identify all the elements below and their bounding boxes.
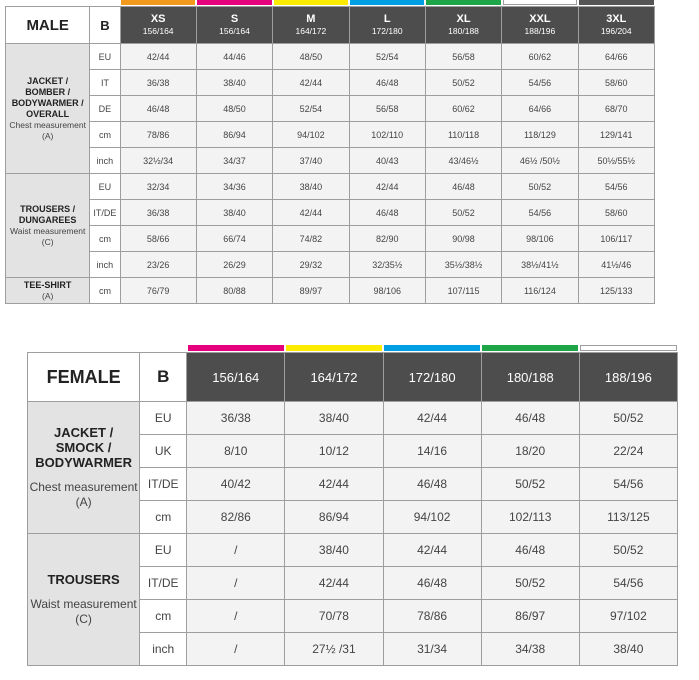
size-value: 60/62 [425, 96, 501, 122]
female-gender-label: FEMALE [28, 353, 140, 402]
size-value: 38½/41½ [502, 252, 578, 278]
garment-title: JACKET / SMOCK / BODYWARMER [35, 425, 132, 470]
unit-label: cm [90, 122, 120, 148]
size-color-bar [426, 0, 500, 5]
size-value: 116/124 [502, 278, 578, 304]
garment-title: TEE-SHIRT [23, 279, 72, 290]
size-value: 50/52 [425, 200, 501, 226]
size-value: 98/106 [502, 226, 578, 252]
size-value: 52/54 [349, 44, 425, 70]
size-value: 42/44 [285, 567, 383, 600]
garment-group-1 [6, 174, 90, 278]
size-value: 86/94 [285, 501, 383, 534]
size-label: 3XL [606, 13, 627, 25]
size-value: 48/50 [273, 44, 349, 70]
size-value: 64/66 [502, 96, 578, 122]
size-value: / [187, 633, 285, 666]
size-height-range: 180/188 [448, 26, 479, 36]
garment-group-2 [6, 278, 90, 304]
garment-group-0 [6, 44, 90, 174]
size-value: 46/48 [383, 567, 481, 600]
size-value: 98/106 [349, 278, 425, 304]
table-row [6, 278, 655, 304]
size-height-range: 196/204 [600, 26, 632, 36]
table-row [6, 174, 655, 200]
size-value: 23/26 [120, 252, 196, 278]
size-value: 8/10 [187, 435, 285, 468]
garment-group-0 [28, 402, 140, 534]
size-value: 46½ /50½ [502, 148, 578, 174]
size-value: 38/40 [579, 633, 677, 666]
size-color-bar [197, 0, 271, 5]
unit-label: cm [140, 501, 187, 534]
size-value: 60/62 [502, 44, 578, 70]
size-value: 46/48 [349, 70, 425, 96]
size-height-range: 156/164 [142, 26, 174, 36]
unit-label: UK [140, 435, 187, 468]
size-header-1 [196, 7, 272, 44]
size-value: 10/12 [285, 435, 383, 468]
size-value: 40/43 [349, 148, 425, 174]
size-value: 106/117 [578, 226, 654, 252]
size-value: 82/86 [187, 501, 285, 534]
size-value: / [187, 534, 285, 567]
size-value: 58/66 [120, 226, 196, 252]
unit-label: EU [90, 174, 120, 200]
table-row [6, 70, 655, 96]
size-value: 41½/46 [578, 252, 654, 278]
male-gender-label: MALE [6, 7, 90, 44]
size-value: 76/79 [120, 278, 196, 304]
size-header-3 [349, 7, 425, 44]
size-value: 80/88 [196, 278, 272, 304]
size-value: 32½/34 [120, 148, 196, 174]
size-value: 43/46½ [425, 148, 501, 174]
female-size-table [27, 352, 678, 666]
size-value: 14/16 [383, 435, 481, 468]
measurement-label: Chest measurement (A) [29, 480, 138, 509]
size-value: 54/56 [502, 70, 578, 96]
size-height-range: 156/164 [219, 26, 250, 36]
size-height-range: 188/196 [524, 26, 556, 36]
size-value: 38/40 [273, 174, 349, 200]
size-color-bar [350, 0, 424, 5]
size-value: 82/90 [349, 226, 425, 252]
table-row [6, 200, 655, 226]
size-value: 42/44 [120, 44, 196, 70]
size-label: XXL [529, 13, 551, 25]
size-value: 94/102 [273, 122, 349, 148]
height-header-2: 172/180 [383, 353, 481, 402]
size-value: 38/40 [285, 402, 383, 435]
table-row [6, 96, 655, 122]
size-value: 54/56 [502, 200, 578, 226]
size-value: 36/38 [120, 70, 196, 96]
size-color-bar [188, 345, 284, 351]
size-value: 38/40 [285, 534, 383, 567]
size-value: 90/98 [425, 226, 501, 252]
size-value: 102/110 [349, 122, 425, 148]
size-value: 22/24 [579, 435, 677, 468]
size-value: 46/48 [383, 468, 481, 501]
size-value: 86/94 [196, 122, 272, 148]
size-value: 46/48 [481, 402, 579, 435]
size-header-2 [273, 7, 349, 44]
size-header-0 [120, 7, 196, 44]
size-label: S [230, 13, 239, 25]
size-header-6 [578, 7, 654, 44]
size-value: 50/52 [579, 534, 677, 567]
unit-label: EU [140, 534, 187, 567]
measurement-label: Chest measurement (A) [9, 119, 86, 141]
size-value: 107/115 [425, 278, 501, 304]
size-value: 31/34 [383, 633, 481, 666]
size-label: M [306, 13, 316, 25]
size-value: 42/44 [383, 534, 481, 567]
size-value: 78/86 [383, 600, 481, 633]
size-color-bar [384, 345, 480, 351]
size-value: 89/97 [273, 278, 349, 304]
size-value: 34/37 [196, 148, 272, 174]
size-color-bar [503, 0, 577, 5]
size-value: 32/34 [120, 174, 196, 200]
size-value: / [187, 567, 285, 600]
size-value: 27½ /31 [285, 633, 383, 666]
size-value: 118/129 [502, 122, 578, 148]
size-value: 125/133 [578, 278, 654, 304]
size-label: L [383, 13, 391, 25]
size-value: 42/44 [285, 468, 383, 501]
size-value: 46/48 [120, 96, 196, 122]
size-color-bar [121, 0, 195, 5]
unit-label: inch [90, 148, 120, 174]
size-value: 40/42 [187, 468, 285, 501]
unit-label: DE [90, 96, 120, 122]
size-value: 42/44 [383, 402, 481, 435]
size-value: 37/40 [273, 148, 349, 174]
unit-label: IT/DE [140, 468, 187, 501]
height-header-4: 188/196 [579, 353, 677, 402]
garment-title: TROUSERS / DUNGAREES [18, 203, 77, 225]
unit-label: cm [90, 278, 120, 304]
size-value: 46/48 [481, 534, 579, 567]
size-label: XL [456, 13, 471, 25]
size-value: 38/40 [196, 200, 272, 226]
unit-label: inch [90, 252, 120, 278]
unit-label: cm [90, 226, 120, 252]
size-value: 94/102 [383, 501, 481, 534]
size-value: 64/66 [578, 44, 654, 70]
size-value: 86/97 [481, 600, 579, 633]
size-value: 50/52 [579, 402, 677, 435]
unit-label: cm [140, 600, 187, 633]
size-value: 44/46 [196, 44, 272, 70]
size-value: 102/113 [481, 501, 579, 534]
male-size-table [5, 6, 655, 304]
size-value: 42/44 [273, 70, 349, 96]
size-color-bar [579, 0, 653, 5]
size-color-bar [580, 345, 676, 351]
size-color-bar [482, 345, 578, 351]
size-value: 29/32 [273, 252, 349, 278]
size-value: 110/118 [425, 122, 501, 148]
size-value: 26/29 [196, 252, 272, 278]
size-header-5 [502, 7, 578, 44]
size-value: 36/38 [187, 402, 285, 435]
garment-group-1 [28, 534, 140, 666]
size-value: 50/52 [481, 567, 579, 600]
table-row [6, 148, 655, 174]
size-value: 78/86 [120, 122, 196, 148]
size-value: 50/52 [481, 468, 579, 501]
size-value: 50/52 [502, 174, 578, 200]
size-value: 58/60 [578, 70, 654, 96]
garment-title: JACKET / BOMBER / BODYWARMER / OVERALL [11, 75, 84, 119]
table-row [6, 252, 655, 278]
measurement-label: Waist measurement (C) [10, 225, 86, 247]
size-header-4 [425, 7, 501, 44]
size-color-bar [286, 345, 382, 351]
size-value: 97/102 [579, 600, 677, 633]
unit-label: IT [90, 70, 120, 96]
size-value: 38/40 [196, 70, 272, 96]
measurement-label: (A) [42, 290, 54, 301]
size-value: / [187, 600, 285, 633]
size-value: 34/36 [196, 174, 272, 200]
size-value: 50½/55½ [578, 148, 654, 174]
size-value: 66/74 [196, 226, 272, 252]
unit-label: inch [140, 633, 187, 666]
size-value: 46/48 [425, 174, 501, 200]
size-value: 42/44 [273, 200, 349, 226]
garment-title: TROUSERS [47, 572, 120, 587]
size-value: 54/56 [579, 567, 677, 600]
unit-label: EU [140, 402, 187, 435]
unit-label: IT/DE [90, 200, 120, 226]
size-value: 35½/38½ [425, 252, 501, 278]
size-value: 74/82 [273, 226, 349, 252]
size-value: 113/125 [579, 501, 677, 534]
measurement-label: Waist measurement (C) [30, 597, 137, 626]
size-value: 54/56 [579, 468, 677, 501]
size-value: 58/60 [578, 200, 654, 226]
height-header-0: 156/164 [187, 353, 285, 402]
table-row [28, 402, 678, 435]
size-value: 46/48 [349, 200, 425, 226]
size-value: 48/50 [196, 96, 272, 122]
size-value: 52/54 [273, 96, 349, 122]
size-value: 50/52 [425, 70, 501, 96]
size-label: XS [150, 13, 166, 25]
size-height-range: 172/180 [371, 26, 403, 36]
height-header-3: 180/188 [481, 353, 579, 402]
size-value: 56/58 [349, 96, 425, 122]
size-value: 34/38 [481, 633, 579, 666]
size-value: 56/58 [425, 44, 501, 70]
size-value: 54/56 [578, 174, 654, 200]
size-value: 36/38 [120, 200, 196, 226]
size-value: 18/20 [481, 435, 579, 468]
size-height-range: 164/172 [295, 26, 327, 36]
table-row [6, 122, 655, 148]
height-header-1: 164/172 [285, 353, 383, 402]
size-color-bar [274, 0, 348, 5]
size-value: 32/35½ [349, 252, 425, 278]
female-b-label: B [140, 353, 187, 402]
male-b-label: B [90, 7, 120, 44]
size-value: 68/70 [578, 96, 654, 122]
size-value: 129/141 [578, 122, 654, 148]
table-row [28, 534, 678, 567]
unit-label: IT/DE [140, 567, 187, 600]
size-value: 42/44 [349, 174, 425, 200]
size-value: 70/78 [285, 600, 383, 633]
table-row [6, 226, 655, 252]
unit-label: EU [90, 44, 120, 70]
table-row [6, 44, 655, 70]
